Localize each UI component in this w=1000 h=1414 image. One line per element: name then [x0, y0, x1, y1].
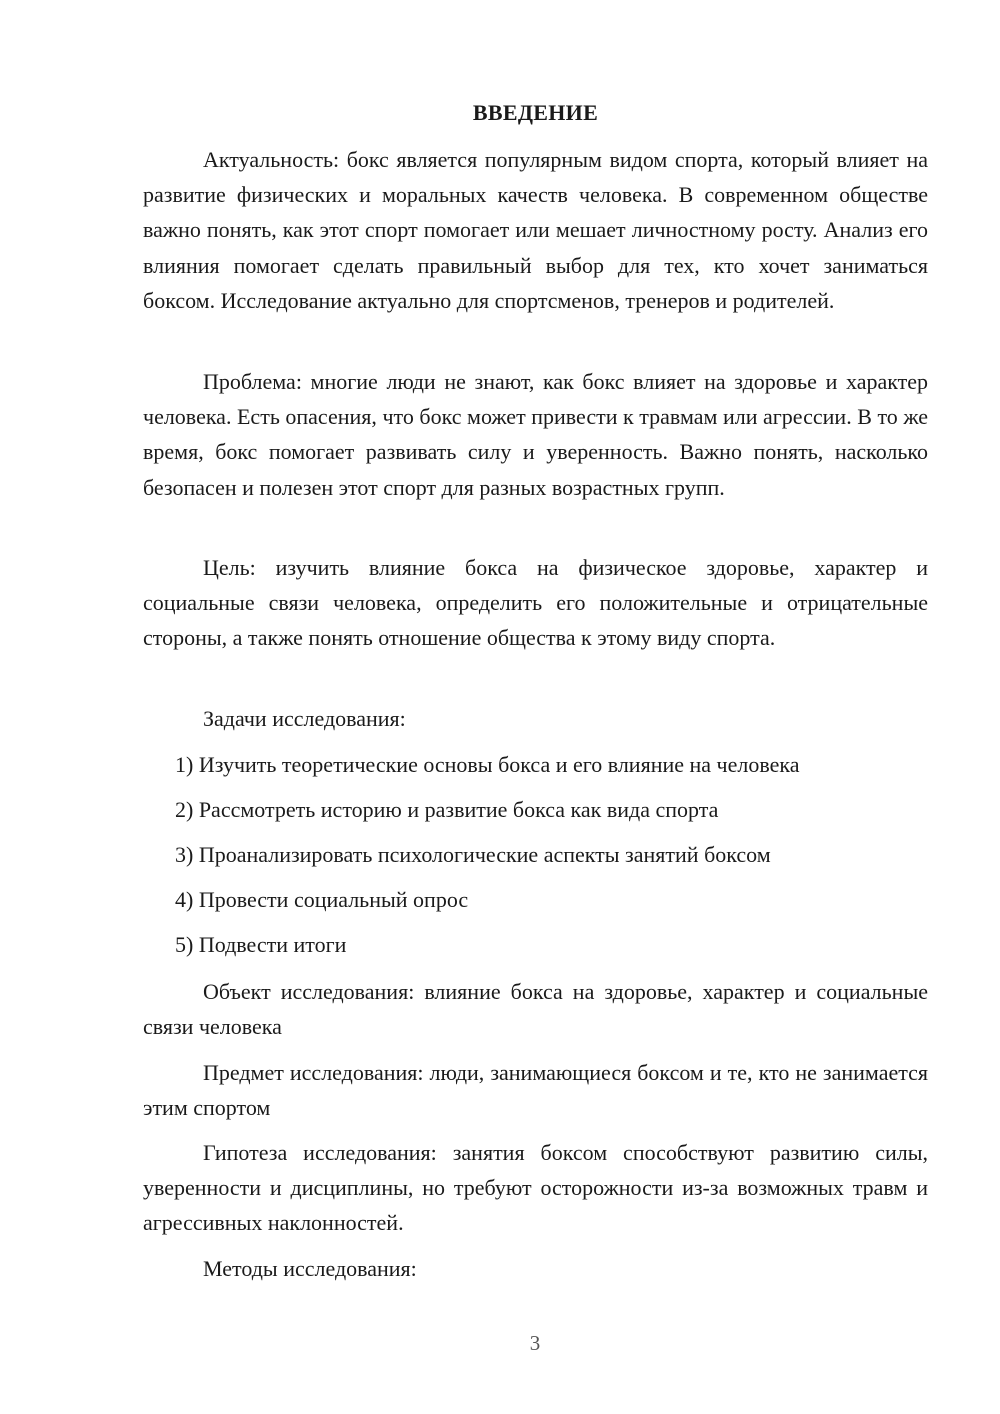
object-paragraph: Объект исследования: влияние бокса на здоровье, характер и социальные связи человека: [143, 979, 928, 1040]
page-title: ВВЕДЕНИЕ: [472, 100, 599, 125]
task-item-1: 1) Изучить теоретические основы бокса и его влияние на человека: [175, 752, 800, 777]
task-item-3: 3) Проанализировать психологические аспекты занятий боксом: [175, 842, 771, 867]
task-item-4: 4) Провести социальный опрос: [175, 887, 469, 912]
task-item-5: 5) Подвести итоги: [175, 932, 347, 957]
goal-paragraph: Цель: изучить влияние бокса на физическое здоровье, характер и социальные связи человека, определить его положительные и отрицательные стороны, а также понять отношение общества к этому виду спорта.: [143, 555, 928, 651]
relevance-paragraph: Актуальность: бокс является популярным видом спорта, который влияет на развитие физических и моральных качеств человека. В современном обществе важно понять, как этот спорт помогает или мешает личностному росту. Анализ его влияния помогает сделать правильный выбор для тех, кто хочет заниматься боксом. Исследование актуально для спортсменов, тренеров и родителей.: [143, 147, 928, 313]
hypothesis-paragraph: Гипотеза исследования: занятия боксом способствуют развитию силы, уверенности и дисциплины, но требуют осторожности из-за возможных травм и агрессивных наклонностей.: [143, 1140, 928, 1236]
problem-paragraph: Проблема: многие люди не знают, как бокс влияет на здоровье и характер человека. Есть опасения, что бокс может привести к травмам или агрессии. В то же время, бокс помогает развивать силу и уверенность. Важно понять, насколько безопасен и полезен этот спорт для разных возрастных групп.: [143, 369, 928, 500]
tasks-heading: Задачи исследования:: [203, 706, 406, 731]
task-item-2: 2) Рассмотреть историю и развитие бокса как вида спорта: [175, 797, 719, 822]
methods-heading: Методы исследования:: [203, 1256, 417, 1281]
page-number: 3: [529, 1331, 541, 1355]
subject-paragraph: Предмет исследования: люди, занимающиеся боксом и те, кто не занимается этим спортом: [143, 1060, 928, 1121]
